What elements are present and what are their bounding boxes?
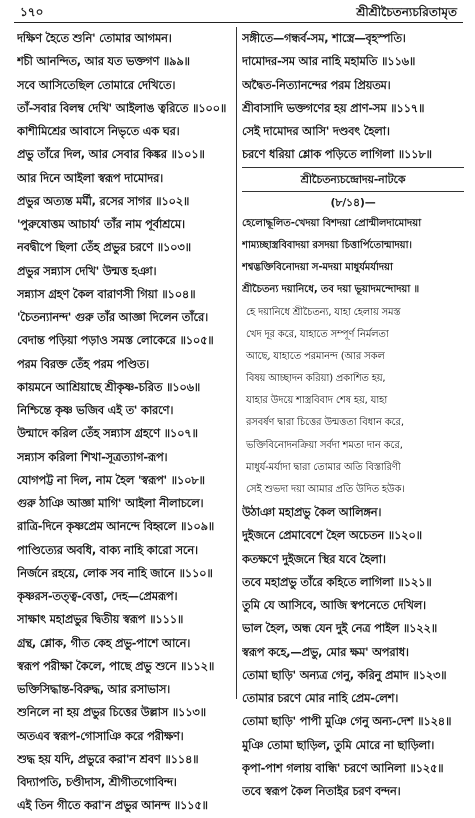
page-header [14,2,463,22]
translation-line: আছে, যাহাতে পরমানন্দ (আর সকল [246,350,385,362]
verse-line: ভক্তিসিদ্ধান্ত-বিরুদ্ধ, আর রসাভাস। [17,682,171,696]
verse-line: সন্ন্যাস করিলা শিখা-সূত্রত্যাগ-রূপ। [17,449,168,464]
verse-line: সঙ্গীতে—গন্ধর্ব-সম, শাস্ত্রে—বৃহস্পতি। [242,31,406,45]
verse-line: গুরু ঠাঞি আজ্ঞা মাগি' আইলা নীলাচলে। [17,496,204,510]
verse-line: 'পুরুষোত্তম আচার্য' তাঁর নাম পূর্বাশ্রমে। [17,217,185,231]
verse-line: সন্ন্যাস গ্রহণ কৈল বারাণসী গিয়া ॥১০৪॥ [17,286,196,301]
verse-line: বিদ্যাপতি, চণ্ডীদাস, শ্রীগীতগোবিন্দ। [17,775,177,789]
verse-line: চরণে ধরিয়া শ্লোক পড়িতে লাগিলা ॥১১৮॥ [242,147,432,162]
verse-line: স্বরূপ পরীক্ষা কৈলে, পাছে প্রভু শুনে ॥১১২॥ [17,658,215,673]
verse-line: সাক্ষাৎ মহাপ্রভুর দ্বিতীয় স্বরূপ ॥১১১॥ [17,612,184,627]
verse-line: পরম বিরক্ত তেঁহ পরম পণ্ডিত। [17,356,150,371]
translation-line: বিষয় আচ্ছাদন করিয়া) প্রকাশিত হয়, [246,373,386,385]
verse-line: উঠাঞা মহাপ্রভু কৈল আলিঙ্গন। [242,505,382,520]
verse-line: মুঞি তোমা ছাড়িল, তুমি মোরে না ছাড়িলা। [242,737,435,752]
source-ref: (৮/১৪)— [330,195,376,209]
verse-line: দামোদর-সম আর নাহি মহামতি ॥১১৬॥ [242,54,416,69]
verse-line: শ্রীবাসাদি ভক্তগণের হয় প্রাণ-সম ॥১১৭॥ [242,100,425,115]
translation-line: ভক্তিবিনোদনক্রিয়া সর্বদা শমতা দান করে, [246,439,403,451]
verse-line: অদ্বৈত-নিত্যানন্দের পরম প্রিয়তম। [242,77,391,92]
verse-line: আর দিনে আইলা স্বরূপ দামোদর। [17,170,164,185]
verse-line: সেই দামোদর আসি' দণ্ডবৎ হৈলা। [242,124,390,138]
right-verses-bottom [242,501,464,803]
verse-line: নবদ্বীপে ছিলা তেঁহ প্রভুর চরণে ॥১০৩॥ [17,240,191,255]
verse-line: নির্জনে রহয়ে, লোক সব নাহি জানে ॥১১০॥ [17,565,213,580]
verse-line: শচী আনন্দিত, আর যত ভক্তগণ ॥৯৯॥ [17,54,190,69]
verse-line: এই তিন গীতে করা'ন প্রভুর আনন্দ ॥১১৫॥ [17,798,208,813]
verse-line: তুমি যে আসিবে, আজি স্বপনেতে দেখিল। [242,598,426,613]
verse-line: তোমা ছাড়ি' পাপী মুঞি গেনু অন্য-দেশ ॥১২৪॥ [242,714,452,729]
translation-line: সেই শুভদা দয়া আমার প্রতি উদিত হউক। [246,484,405,495]
sanskrit-line: হেলোদ্ধূলিত-খেদয়া বিশদয়া প্রোন্মীলদামোদয়া [242,217,421,229]
verse-line: অতএব স্বরূপ-গোসাঞি করে পরীক্ষণ। [17,728,184,743]
verse-line: উন্মাদে করিল তেঁহ সন্ন্যাস গ্রহণে ॥১০৭॥ [17,426,198,441]
verse-line: কাশীমিশ্রের আবাসে নিভৃতে এক ঘর। [17,124,180,138]
verse-line: দক্ষিণ হৈতে শুনি' তোমার আগমন। [17,31,172,45]
translation-line: মাধুর্য-মর্যাদা দ্বারা তোমার অতি বিস্তারিণী [246,461,401,473]
verse-line: শুদ্ধ হয় যদি, প্রভুরে করা'ন শ্রবণ ॥১১৪॥ [17,751,199,766]
verse-line: কতক্ষণে দুইজনে স্থির যবে হৈলা। [242,551,386,566]
verse-line: কৃষ্ণরস-তত্ত্ব-বেত্তা, দেহ—প্রেমরূপ। [17,589,178,603]
translation-line: যাহার উদয়ে শাস্ত্রবিবাদ শেষ হয়, যাহা [246,395,388,407]
verse-line: তবে স্বরূপ কৈল নিতাইর চরণ বন্দন। [242,784,401,799]
book-title: শ্রীশ্রীচৈতন্যচরিতামৃত [356,5,457,19]
verse-line: প্রভু তাঁরে দিল, আর সেবার কিঙ্কর ॥১০১॥ [17,147,205,162]
verse-line: ভাল হৈল, অন্ধ যেন দুই নেত্র পাইল ॥১২২॥ [242,621,437,636]
verse-line: তোমা ছাড়ি' অন্যত্র গেনু, করিনু প্রমাদ ॥১২৩॥ [242,667,447,682]
right-column [242,27,464,803]
verse-line: যোগপট্ট না দিল, নাম হৈল 'স্বরূপ' ॥১০৮॥ [17,472,205,487]
verse-line: পাণ্ডিত্যের অবধি, বাক্য নাহি কারো সনে। [17,542,198,557]
verse-line: দুইজনে প্রেমাবেশে হৈল অচেতন ॥১২০॥ [242,528,422,543]
translation-line: রসবর্ষণ দ্বারা চিত্তের উন্মত্ততা বিধান করে, [246,417,404,429]
sanskrit-line: শাম্যচ্ছাস্ত্রবিবাদয়া রসদয়া চিত্তার্পিতোন্মাদয়া। [242,239,412,251]
right-verses-top [242,27,464,167]
translation-line: হে দয়ানিধে শ্রীচৈতন্য, যাহা হেলায় সমস্ত [246,306,401,318]
verse-line: রাত্রি-দিনে কৃষ্ণপ্রেম আনন্দে বিহ্বলে ॥১০৯॥ [17,519,215,534]
verse-line: শুনিলে না হয় প্রভুর চিত্তের উল্লাস ॥১১৩॥ [17,705,206,720]
translation-block [242,302,464,502]
verse-line: কায়মনে আশ্রিয়াছে শ্রীকৃষ্ণ-চরিত ॥১০৬॥ [17,379,201,394]
verse-line: বেদান্ত পড়িয়া পড়াও সমস্ত লোকেরে ॥১০৫॥ [17,333,214,348]
page-number: ১৭০ [20,5,44,19]
header-rule [14,22,463,23]
verse-line: স্বরূপ কহে,—প্রভু, মোর ক্ষম' অপরাধ। [242,644,409,659]
sanskrit-verse [242,213,464,302]
source-title: শ্রীচৈতন্যচন্দ্রোদয়-নাটকে [300,172,406,186]
verse-line: তোমার চরণে মোর নাহি প্রেম-লেশ। [242,691,399,706]
translation-line: খেদ দূর করে, যাহাতে সম্পূর্ণ নির্মলতা [246,328,389,340]
sanskrit-line: শ্রীচৈতন্য দয়ানিধে, তব দয়া ভূয়াদমন্দোদয়া ॥ [242,284,420,296]
verse-line: 'চৈতন্যানন্দ' গুরু তাঁর আজ্ঞা দিলেন তাঁরে। [17,310,208,324]
verse-line: কৃপা-পাশ গলায় বান্ধি' চরণে আনিলা ॥১২৫॥ [242,760,444,775]
verse-line: সবে আসিতেছিল তোমারে দেখিতে। [17,77,176,92]
source-block [242,167,464,192]
verse-line: তাঁ-সবার বিলম্ব দেখি' আইলাঙ ত্বরিতে ॥১০০॥ [17,100,227,115]
verse-line: গ্রন্থ, শ্লোক, গীত কেহ প্রভু-পাশে আনে। [17,635,191,650]
verse-line: নিশ্চিন্তে কৃষ্ণ ভজিব এই ত' কারণে। [17,403,174,417]
left-column [17,27,231,818]
verse-line: প্রভুর অত্যন্ত মর্মী, রসের সাগর ॥১০২॥ [17,193,190,208]
sanskrit-line: শশ্বদ্ভক্তিবিনোদয়া স-মদয়া মাধুর্যমর্যাদয়া [242,262,393,274]
column-divider [236,27,237,699]
verse-line: প্রভুর সন্ন্যাস দেখি' উন্মত্ত হঞা। [17,263,157,278]
verse-line: তবে মহাপ্রভু তাঁরে কহিতে লাগিলা ॥১২১॥ [242,574,432,589]
